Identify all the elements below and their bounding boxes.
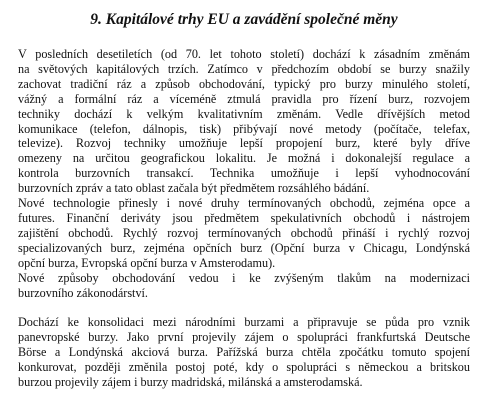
text-line: konkurovat, později změnila postoj poté, kdy o spolupráci s německou a britskou bbox=[18, 360, 470, 375]
paragraph bbox=[18, 315, 470, 390]
text-line: opční burza, Evropská opční burza v Amsterodamu). bbox=[18, 255, 276, 270]
document-body bbox=[18, 47, 470, 390]
text-line: omezeny na určitou geografickou lokalitu. Je možná i dokonalejší regulace a bbox=[18, 151, 470, 166]
text-line: vážný a formální ráz a víceméně ztmulá pravidla pro řízení burz, rozvojem bbox=[18, 91, 470, 106]
text-line: komunikace (telefon, dálnopis, tisk) přibývají nové metody (počítače, telefax, bbox=[18, 121, 470, 136]
section-heading: 9. Kapitálové trhy EU a zavádění společné měny bbox=[90, 11, 398, 28]
text-line: Nové technologie přinesly i nové druhy termínovaných obchodů, zejména opce a bbox=[18, 196, 470, 211]
paragraph bbox=[18, 47, 470, 300]
text-line: burzou projevily zájem i burzy madridská, milánská a amsterodamská. bbox=[18, 375, 363, 390]
paragraph-gap bbox=[18, 300, 470, 315]
text-line: burzovních zpráv a tato oblast začala být předmětem rozsáhlého bádání. bbox=[18, 181, 370, 196]
text-line: futures. Finanční deriváty jsou předmětem spekulativních obchodů i nástrojem bbox=[18, 210, 470, 225]
text-line: V posledních desetiletích (od 70. let tohoto století) dochází k zásadním změnám bbox=[18, 47, 470, 61]
text-line: specializovaných burz, zejména opčních burz (Opční burza v Chicagu, Londýnská bbox=[18, 240, 470, 255]
text-line: Börse a Londýnská akciová burza. Pařížská burza chtěla zpočátku tomuto spojení bbox=[18, 345, 470, 360]
text-line: Nové způsoby obchodování vedou i ke zvýšeným tlakům na modernizaci bbox=[18, 270, 470, 285]
text-line: zajištění obchodů. Rychlý rozvoj termínovaných obchodů přináší i rychlý rozvoj bbox=[18, 225, 470, 240]
document-page bbox=[18, 10, 470, 390]
text-line: kontrola burzovních transakcí. Technika umožňuje i lepší vyhodnocování bbox=[18, 166, 470, 181]
text-line: techniky dochází k velkým kvalitativním změnám. Vedle dřívějších metod bbox=[18, 106, 470, 121]
text-line: burzovního zákonodárství. bbox=[18, 285, 148, 300]
text-line: televize). Rozvoj techniky umožňuje lepší propojení burz, které byly dříve bbox=[18, 136, 470, 151]
text-line: zachovat tradiční ráz a způsob obchodování, typický pro burzy minulého století, bbox=[18, 76, 470, 91]
text-line: panevropské burzy. Jako první projevily zájem o spolupráci frankfurtská Deutsche bbox=[18, 330, 470, 345]
text-line: Dochází ke konsolidaci mezi národními burzami a připravuje se půda pro vznik bbox=[18, 315, 470, 330]
text-line: na světových kapitálových trzích. Zatímco v předchozím období se burzy snažily bbox=[18, 61, 470, 76]
